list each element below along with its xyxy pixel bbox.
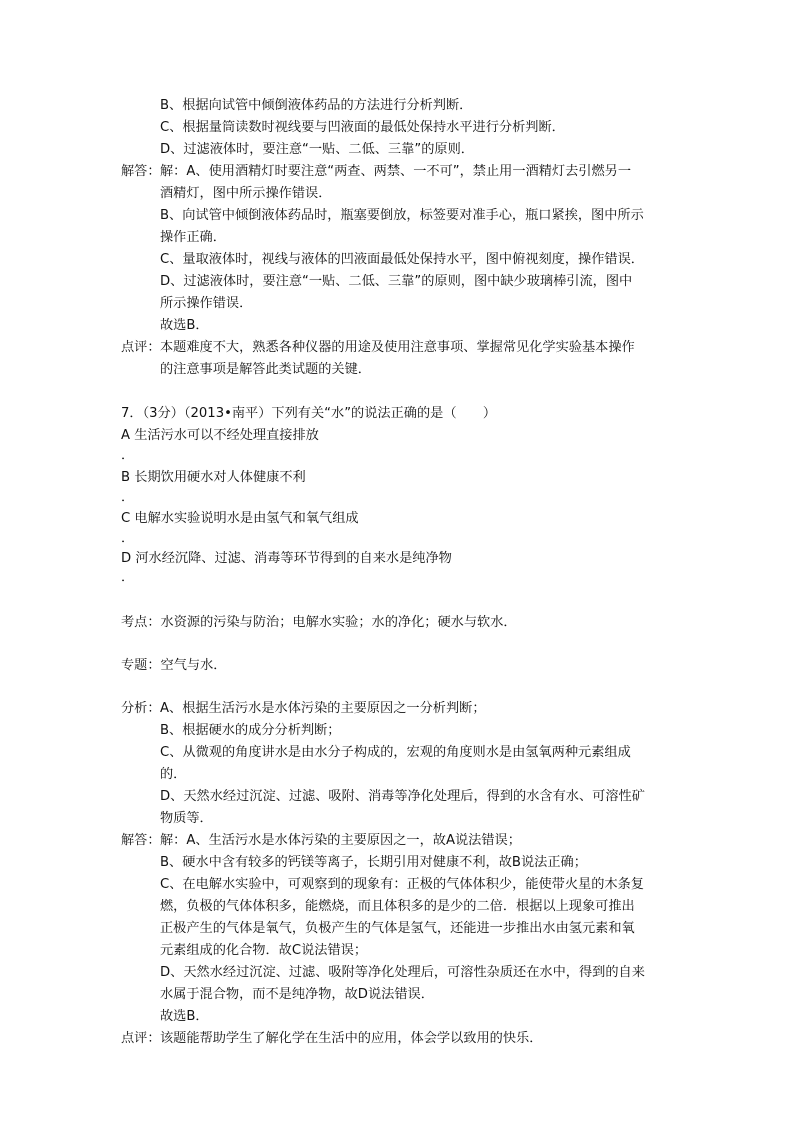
q6-comment-l1: 本题难度不大，熟悉各种仪器的用途及使用注意事项、掌握常见化学实验基本操作 bbox=[160, 340, 635, 355]
q7-option-d-letter: D bbox=[121, 551, 132, 566]
q7-option-b-dot: ． bbox=[121, 490, 135, 505]
q6-analysis-c: C、根据量筒读数时视线要与凹液面的最低处保持水平进行分析判断． bbox=[160, 120, 565, 135]
q6-answer-d1: D、过滤液体时，要注意“一贴、二低、三靠”的原则，图中缺少玻璃棒引流，图中 bbox=[160, 274, 633, 289]
q7-zhuanti: 专题：空气与水． bbox=[121, 658, 227, 673]
q7-analysis-label: 分析： bbox=[121, 701, 161, 716]
q7-option-c-letter: C bbox=[121, 511, 131, 526]
q7-option-b-letter: B bbox=[121, 470, 131, 485]
q7-option-b-text: 长期饮用硬水对人体健康不利 bbox=[134, 470, 306, 485]
q6-answer-a1: 解：A、使用酒精灯时要注意“两查、两禁、一不可”，禁止用一酒精灯去引燃另一 bbox=[160, 164, 632, 179]
q7-option-a-letter: A bbox=[121, 428, 131, 443]
q6-analysis-b: B、根据向试管中倾倒液体药品的方法进行分析判断． bbox=[160, 98, 473, 113]
q6-answer-b1: B、向试管中倾倒液体药品时，瓶塞要倒放，标签要对准手心，瓶口紧挨，图中所示 bbox=[160, 208, 644, 223]
q7-option-b bbox=[121, 469, 306, 487]
q6-answer-d2: 所示操作错误． bbox=[160, 296, 253, 311]
q7-option-a bbox=[121, 427, 319, 445]
q7-option-d-dot: ． bbox=[121, 570, 135, 585]
q7-kaodian: 考点：水资源的污染与防治；电解水实验；水的净化；硬水与软水． bbox=[121, 615, 517, 630]
q7-analysis-c1: C、从微观的角度讲水是由水分子构成的，宏观的角度则水是由氢氧两种元素组成 bbox=[160, 745, 631, 760]
q6-comment-label: 点评： bbox=[121, 340, 161, 355]
q7-answer-b: B、硬水中含有较多的钙镁等离子，长期引用对健康不利，故B说法正确； bbox=[160, 855, 587, 870]
q6-answer-c: C、量取液体时，视线与液体的凹液面最低处保持水平，图中俯视刻度，操作错误． bbox=[160, 252, 644, 267]
q6-answer-b2: 操作正确． bbox=[160, 230, 226, 245]
q7-answer-label: 解答： bbox=[121, 833, 161, 848]
q6-answer-a2: 酒精灯，图中所示操作错误． bbox=[160, 186, 332, 201]
q7-analysis-d1: D、天然水经过沉淀、过滤、吸附、消毒等净化处理后，得到的水含有水、可溶性矿 bbox=[160, 789, 645, 804]
q7-answer-c3: 正极产生的气体是氧气，负极产生的气体是氢气，还能进一步推出水由氢元素和氧 bbox=[160, 921, 635, 936]
q7-option-d-text: 河水经沉降、过滤、消毒等环节得到的自来水是纯净物 bbox=[135, 551, 452, 566]
q7-answer-c4: 元素组成的化合物．故C说法错误； bbox=[160, 943, 368, 958]
q7-answer-c2: 燃，负极的气体体积多，能燃烧，而且体积多的是少的二倍．根据以上现象可推出 bbox=[160, 899, 635, 914]
q7-analysis-b: B、根据硬水的成分分析判断； bbox=[160, 723, 341, 738]
q6-answer-choice: 故选B． bbox=[160, 318, 209, 333]
q6-comment-l2: 的注意事项是解答此类试题的关键． bbox=[160, 362, 371, 377]
q7-stem: 7．（3分）（2013•南平）下列有关“水”的说法正确的是（ ） bbox=[121, 406, 497, 421]
q7-option-d bbox=[121, 550, 452, 568]
q6-answer-label: 解答： bbox=[121, 164, 161, 179]
q7-option-c bbox=[121, 510, 359, 528]
q7-analysis-a: A、根据生活污水是水体污染的主要原因之一分析判断； bbox=[160, 701, 486, 716]
q7-answer-d2: 水属于混合物，而不是纯净物，故D说法错误． bbox=[160, 987, 434, 1002]
q7-answer-c1: C、在电解水实验中，可观察到的现象有：正极的气体体积少，能使带火星的木条复 bbox=[160, 877, 644, 892]
q7-option-c-text: 电解水实验说明水是由氢气和氧气组成 bbox=[134, 511, 359, 526]
q6-analysis-d: D、过滤液体时，要注意“一贴、二低、三靠”的原则． bbox=[160, 142, 474, 157]
q7-option-a-text: 生活污水可以不经处理直接排放 bbox=[134, 428, 319, 443]
q7-answer-d1: D、天然水经过沉淀、过滤、吸附等净化处理后，可溶性杂质还在水中，得到的自来 bbox=[160, 965, 645, 980]
q7-comment-l1: 该题能帮助学生了解化学在生活中的应用，体会学以致用的快乐． bbox=[160, 1031, 543, 1046]
q7-analysis-d2: 物质等． bbox=[160, 811, 213, 826]
q7-comment-label: 点评： bbox=[121, 1031, 161, 1046]
q7-option-a-dot: ． bbox=[121, 448, 135, 463]
q7-analysis-c2: 的． bbox=[160, 767, 187, 782]
q7-option-c-dot: ． bbox=[121, 531, 135, 546]
q7-answer-a: 解：A、生活污水是水体污染的主要原因之一，故A说法错误； bbox=[160, 833, 521, 848]
q7-answer-choice: 故选B． bbox=[160, 1009, 209, 1024]
